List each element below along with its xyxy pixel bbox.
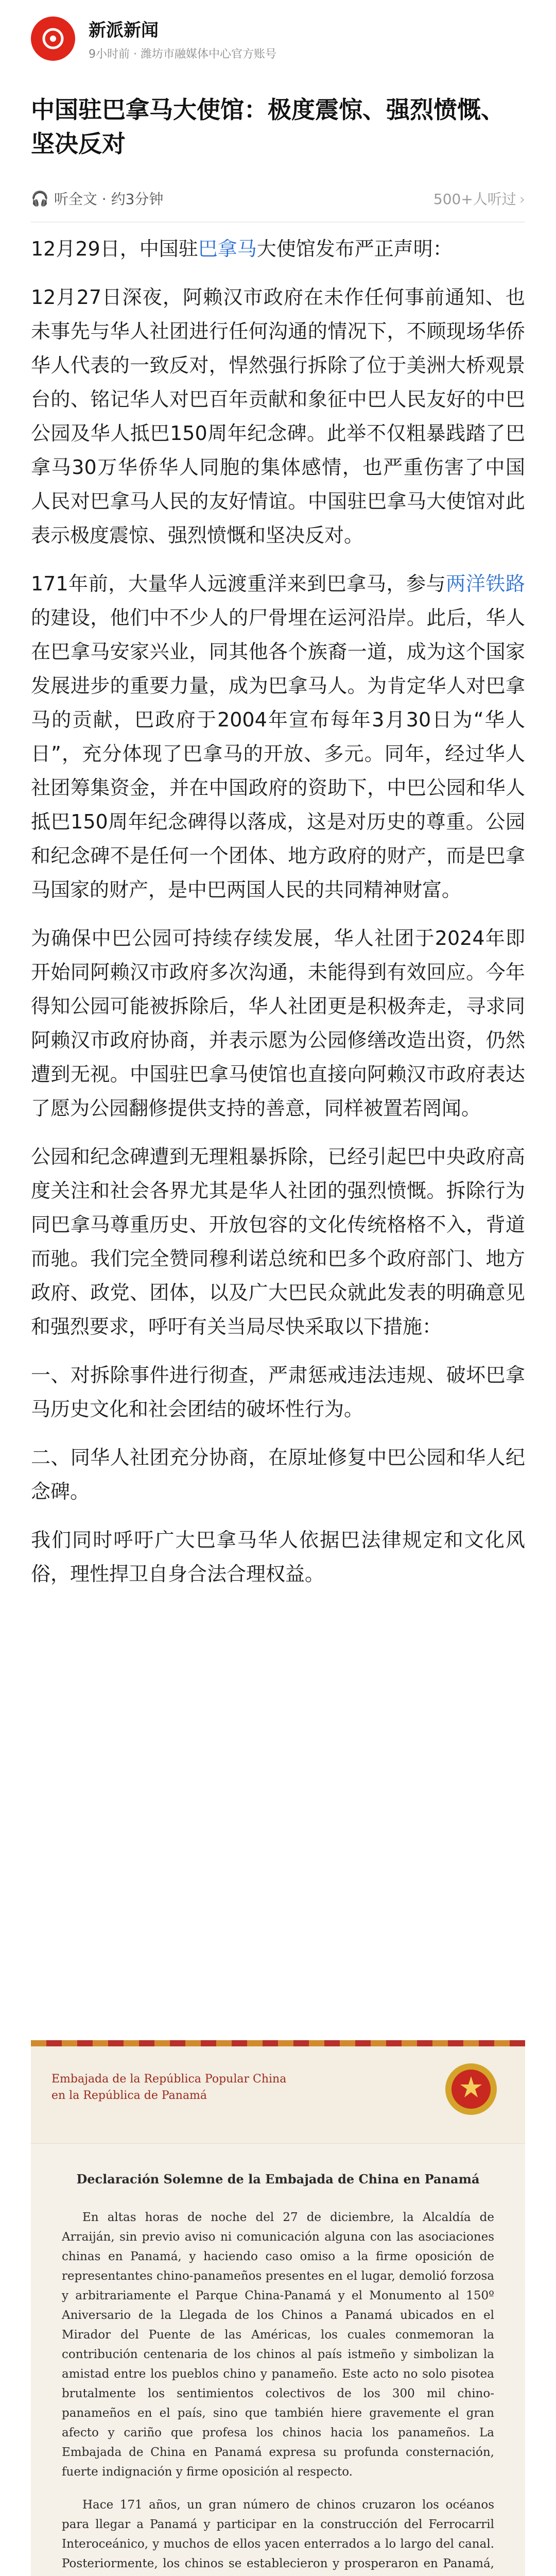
statement-image-1[interactable] [31, 2040, 525, 2576]
listen-button[interactable] [31, 188, 163, 209]
paragraph: 12月29日，中国驻巴拿马大使馆发布严正声明： [31, 238, 453, 260]
article-body [31, 232, 525, 1605]
chevron-right-icon: › [519, 191, 525, 208]
embassy-label: Embajada de la República Popular China en la República de Panamá [51, 2073, 287, 2102]
news-logo-icon [39, 25, 67, 53]
keyword-link[interactable]: 巴拿马 [198, 238, 257, 260]
paragraph: 我们同时呼吁广大巴拿马华人依据巴法律规定和文化风俗，理性捍卫自身合法合理权益。 [31, 1529, 525, 1585]
divider [31, 222, 525, 223]
national-emblem-icon [443, 2061, 499, 2117]
paragraph: 一、对拆除事件进行彻查，严肃惩戒违法违规、破坏巴拿马历史文化和社会团结的破坏性行为。 [31, 1364, 525, 1420]
source-header [0, 0, 556, 77]
paragraph: 公园和纪念碑遭到无理粗暴拆除，已经引起巴中央政府高度关注和社会各界尤其是华人社团的强烈愤慨。拆除行为同巴拿马尊重历史、开放包容的文化传统格格不入，背道而驰。我们完全赞同穆利诺总统和巴多个政府部门、地方政府、政党、团体，以及广大巴民众就此发表的明确意见和强烈要求，呼吁有关当局尽快采取以下措施： [31, 1145, 525, 1338]
headphones-icon: 🎧 [31, 190, 49, 207]
paragraph: 为确保中巴公园可持续存续发展，华人社团于2024年即开始同阿赖汉市政府多次沟通，未能得到有效回应。今年得知公园可能被拆除后，华人社团更是积极奔走，寻求同阿赖汉市政府协商，并表示愿为公园修缮改造出资，仍然遭到无视。中国驻巴拿马使馆也直接向阿赖汉市政府表达了愿为公园翻修提供支持的善意，同样被置若罔闻。 [31, 927, 525, 1120]
statement-paragraph: Hace 171 años, un gran número de chinos cruzaron los océanos para llegar a Panamá y participar en la construcción del Ferrocarril Interoceánico, y muchos de ellos yacen enterrados a lo largo del canal. Posteriormente, los chinos se establecieron y prosperaron en Panamá, [62, 2498, 494, 2570]
statement-letterhead [31, 2040, 525, 2144]
listen-bar [31, 183, 525, 214]
listen-label: 听全文 · 约3分钟 [54, 191, 164, 208]
source-meta: 9小时前 · 潍坊市融媒体中心官方账号 [89, 48, 276, 61]
source-logo[interactable] [31, 16, 75, 61]
decorative-border [31, 2040, 525, 2046]
source-name[interactable]: 新派新闻 [89, 20, 159, 41]
statement-paragraph: En altas horas de noche del 27 de diciembre, la Alcaldía de Arraiján, sin previo aviso ni comunicación alguna con las asociaciones chinas en Panamá, y haciendo caso omiso a la firme oposición de representantes chino-panameños presentes en el lugar, demolió forzosa y arbitrariamente el Parque China-Panamá y el Monumento al 150º Aniversario de la Llegada de los Chinos a Panamá ubicados en el Mirador del Puente de las Américas, los cuales conmemoran la contribución centenaria de los chinos al país istmeño y simbolizan la amistad entre los pueblos chino y panameño. Este acto no solo pisotea brutalmente los sentimientos colectivos de los 300 mil chino-panameños en el país, sino que también hiere gravemente el gran afecto y cariño que profesa los chinos hacia los panameños. La Embajada de China en Panamá expresa su profunda consternación, fuerte indignación y firme oposición al respecto. [62, 2211, 494, 2479]
statement-title: Declaración Solemne de la Embajada de China en Panamá [76, 2172, 480, 2187]
paragraph: 171年前，大量华人远渡重洋来到巴拿马，参与两洋铁路的建设，他们中不少人的尸骨埋在运河沿岸。此后，华人在巴拿马安家兴业，同其他各个族裔一道，成为这个国家发展进步的重要力量，成为巴拿马人。为肯定华人对巴拿马的贡献，巴政府于2004年宣布每年3月30日为“华人日”，充分体现了巴拿马的开放、多元。同年，经过华人社团筹集资金，并在中国政府的资助下，中巴公园和华人抵巴150周年纪念碑得以落成，这是对历史的尊重。公园和纪念碑不是任何一个团体、地方政府的财产，而是巴拿马国家的财产，是中巴两国人民的共同精神财富。 [31, 572, 525, 901]
paragraph: 12月27日深夜，阿赖汉市政府在未作任何事前通知、也未事先与华人社团进行任何沟通的情况下，不顾现场华侨华人代表的一致反对，悍然强行拆除了位于美洲大桥观景台的、铭记华人对巴百年贡献和象征中巴人民友好的中巴公园及华人抵巴150周年纪念碑。此举不仅粗暴践踏了巴拿马30万华侨华人同胞的集体感情，也严重伤害了中国人民对巴拿马人民的友好情谊。中国驻巴拿马大使馆对此表示极度震惊、强烈愤慨和坚决反对。 [31, 286, 525, 547]
article-title: 中国驻巴拿马大使馆：极度震惊、强烈愤慨、坚决反对 [31, 96, 505, 158]
paragraph: 二、同华人社团充分协商，在原址修复中巴公园和华人纪念碑。 [31, 1446, 525, 1503]
listeners-count[interactable]: 500+人听过 › [433, 191, 525, 208]
keyword-link[interactable]: 两洋铁路 [446, 572, 525, 595]
